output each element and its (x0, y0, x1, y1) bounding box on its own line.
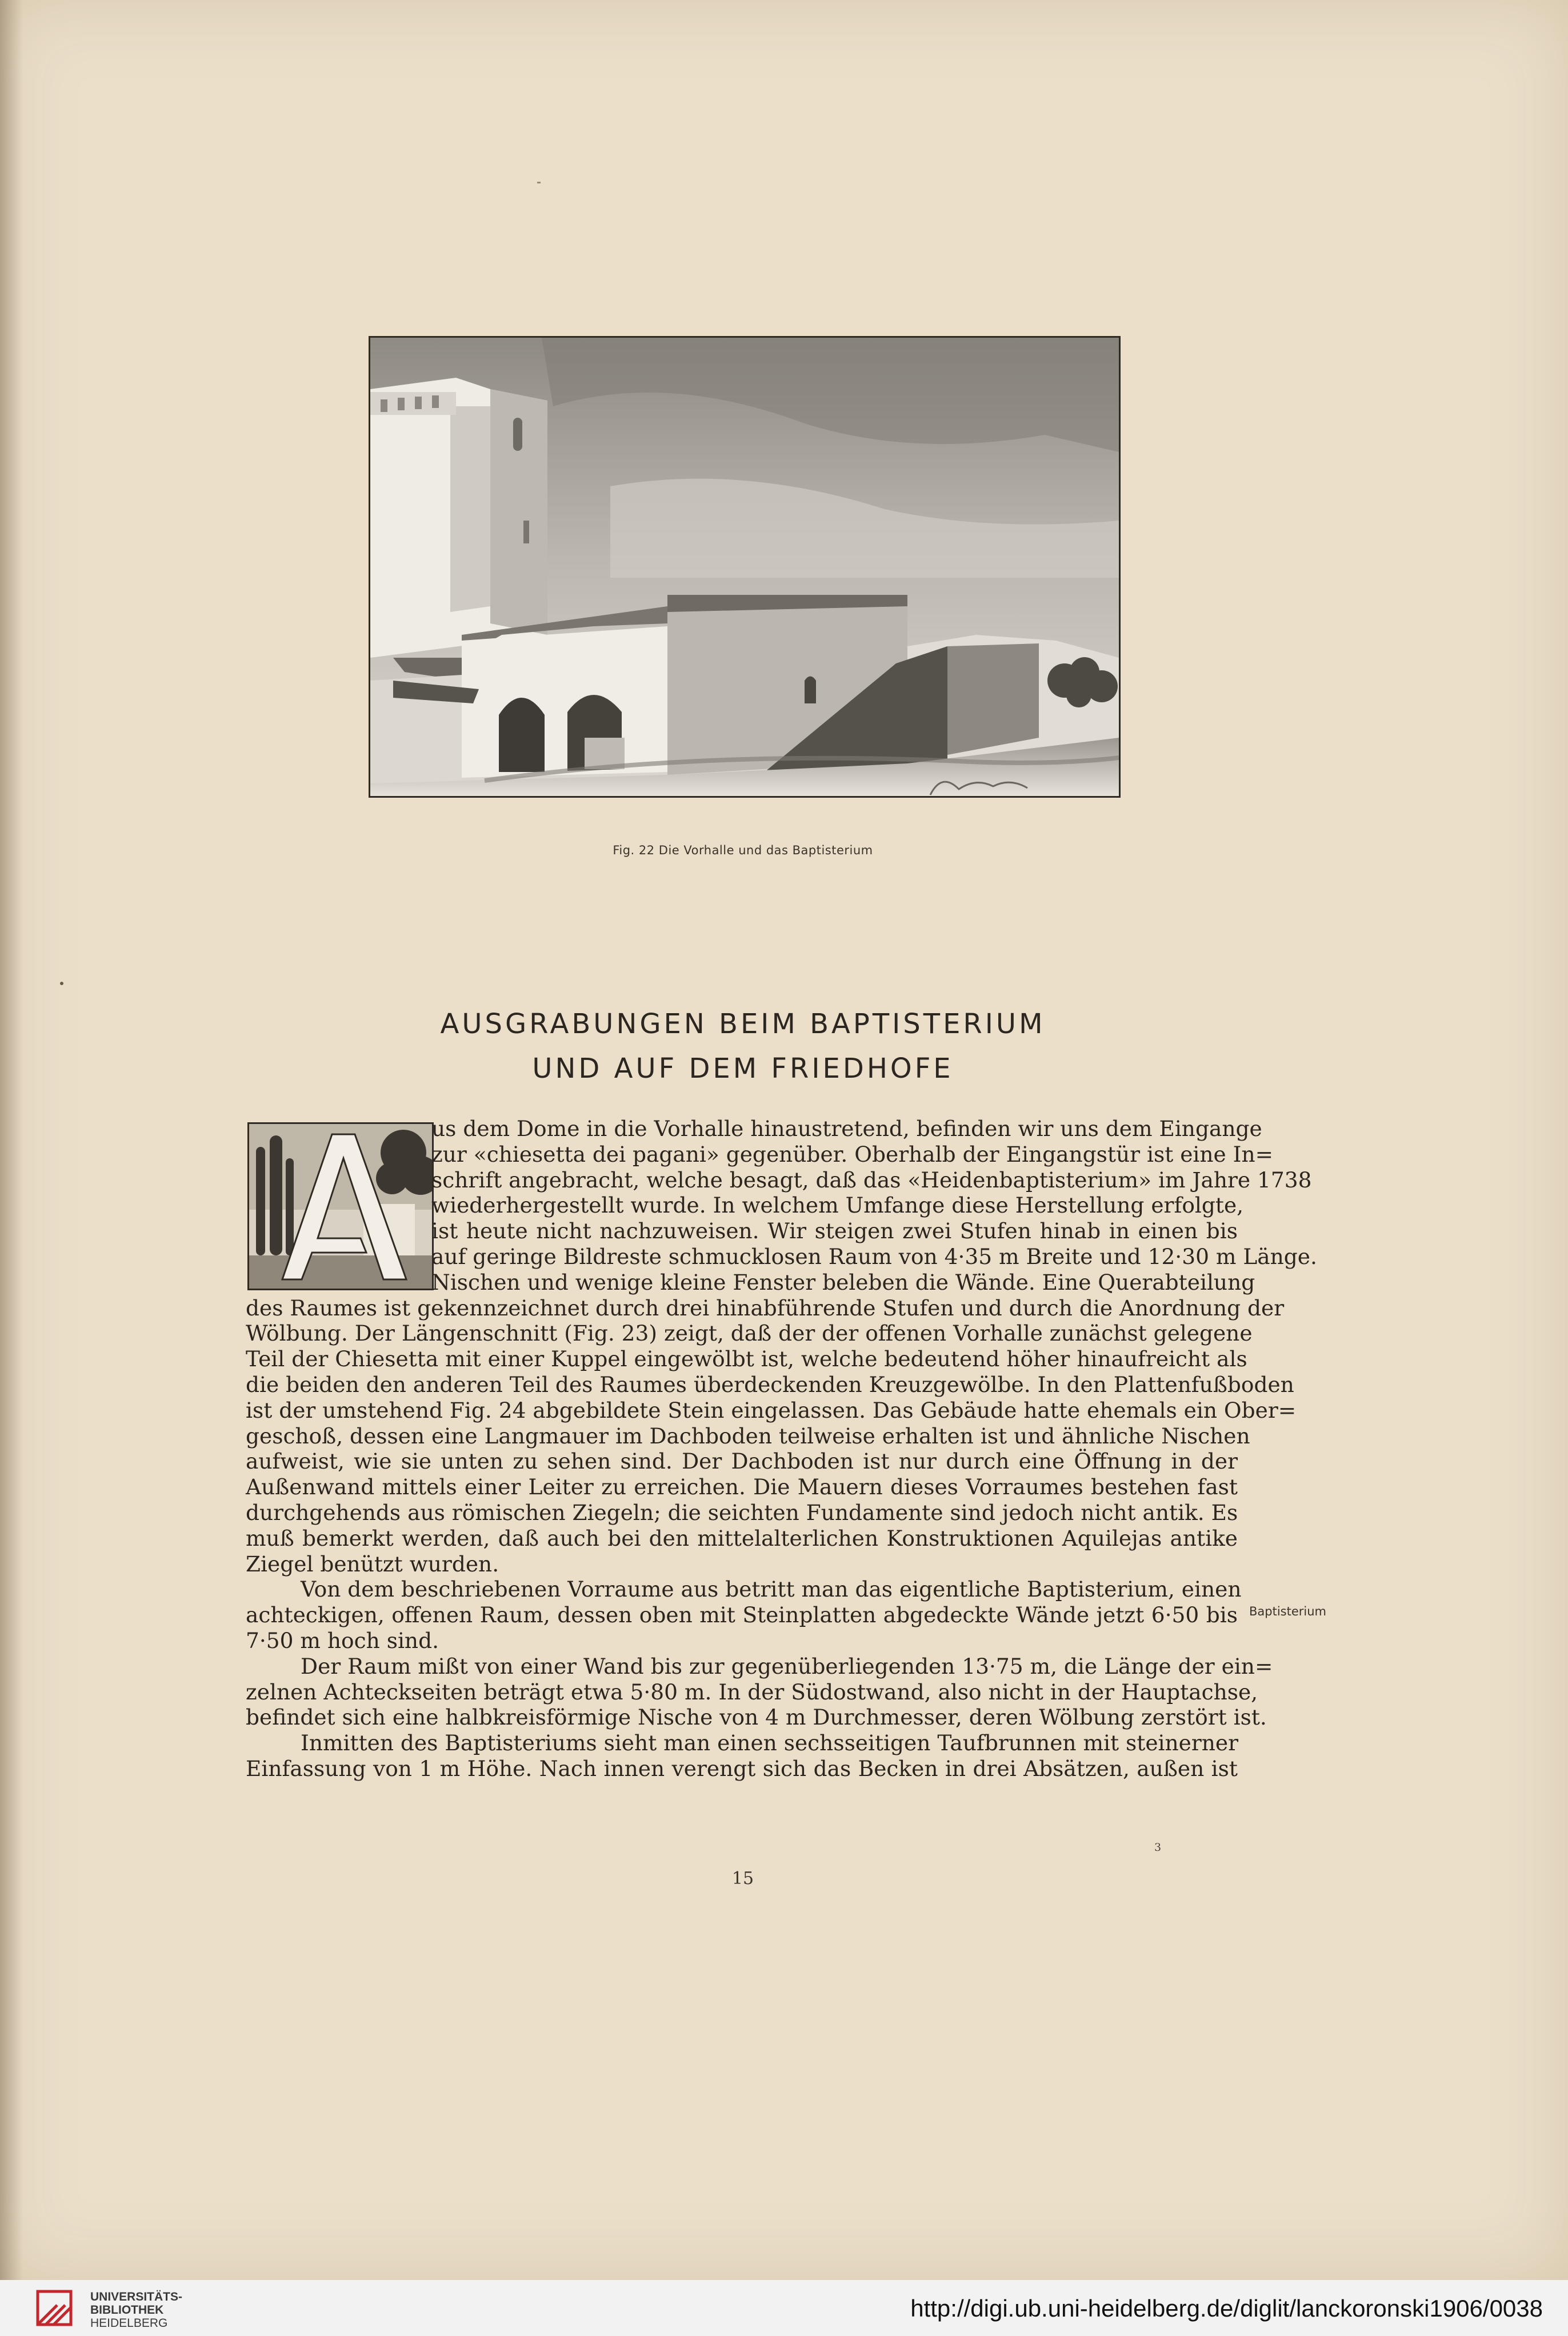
text-line: befindet sich eine halbkreisförmige Nische von 4 m Durchmesser, deren Wölbung zerstört ist. (246, 1705, 1267, 1730)
viewer-footer (0, 2280, 1568, 2336)
section-title-line1: AUSGRABUNGEN BEIM BAPTISTERIUM (440, 1008, 1046, 1041)
text-line: die beiden den anderen Teil des Raumes überdeckenden Kreuzgewölbe. In den Plattenfußboden (246, 1371, 1294, 1397)
page-number: 15 (731, 1869, 754, 1889)
text-line: zelnen Achteckseiten beträgt etwa 5·80 m. In der Südostwand, also nicht in der Hauptachse, (246, 1679, 1258, 1705)
text-line: Wölbung. Der Längenschnitt (Fig. 23) zeigt, daß der der offenen Vorhalle zunächst gelegene (246, 1321, 1253, 1346)
text-line: Der Raum mißt von einer Wand bis zur gegenüberliegenden 13·75 m, die Länge der ein= (301, 1653, 1273, 1679)
text-line: us dem Dome in die Vorhalle hinaustretend, befinden wir uns dem Eingange (431, 1116, 1262, 1141)
text-line: Ziegel benützt wurden. (246, 1551, 499, 1577)
text-line: muß bemerkt werden, daß auch bei den mittelalterlichen Konstruktionen Aquilejas antike (246, 1525, 1238, 1551)
figure-caption: Fig. 22 Die Vorhalle und das Baptisterium (613, 843, 873, 857)
text-line: auf geringe Bildreste schmucklosen Raum von 4·35 m Breite und 12·30 m Länge. (431, 1243, 1317, 1269)
text-line: Nischen und wenige kleine Fenster beleben die Wände. Eine Querabteilung (431, 1269, 1255, 1295)
text-line: aufweist, wie sie unten zu sehen sind. Der Dachboden ist nur durch eine Öffnung in der (246, 1449, 1238, 1474)
speck (537, 182, 541, 183)
library-line: BIBLIOTHEK (90, 2303, 164, 2317)
vorhalle-baptisterium-drawing (370, 338, 1119, 796)
signature-mark: 3 (1154, 1841, 1162, 1854)
text-line: durchgehends aus römischen Ziegeln; die seichten Fundamente sind jedoch nicht antik. Es (246, 1499, 1238, 1525)
text-line: wiederhergestellt wurde. In welchem Umfange diese Herstellung erfolgte, (431, 1193, 1244, 1218)
text-line: geschoß, dessen eine Langmauer im Dachboden teilweise erhalten ist und ähnliche Nischen (246, 1423, 1250, 1449)
speck (60, 982, 63, 985)
text-line: zur «chiesetta dei pagani» gegenüber. Oberhalb der Eingangstür ist eine In= (431, 1141, 1274, 1167)
permalink-url[interactable]: http://digi.ub.uni-heidelberg.de/diglit/lanckoronski1906/0038 (910, 2295, 1543, 2322)
text-line: 7·50 m hoch sind. (246, 1627, 439, 1653)
library-name (90, 2290, 182, 2330)
page-fold-shadow (0, 0, 23, 2280)
library-logo-icon (34, 2288, 74, 2328)
library-line: HEIDELBERG (90, 2317, 168, 2330)
text-line: Außenwand mittels einer Leiter zu erreichen. Die Mauern dieses Vorraumes bestehen fast (246, 1474, 1238, 1500)
text-line: schrift angebracht, welche besagt, daß das «Heidenbaptisterium» im Jahre 1738 (431, 1167, 1312, 1193)
text-line: ist der umstehend Fig. 24 abgebildete Stein eingelassen. Das Gebäude hatte ehemals ein Ober= (246, 1397, 1297, 1423)
figure-illustration (369, 336, 1121, 798)
text-line: achteckigen, offenen Raum, dessen oben mit Steinplatten abgedeckte Wände jetzt 6·50 bis (246, 1602, 1238, 1628)
text-line: Teil der Chiesetta mit einer Kuppel eingewölbt ist, welche bedeutend höher hinaufreicht als (246, 1346, 1247, 1372)
marginal-note: Baptisterium (1249, 1605, 1327, 1618)
text-line: Von dem beschriebenen Vorraume aus betritt man das eigentliche Baptisterium, einen (301, 1577, 1242, 1602)
section-title-line2: UND AUF DEM FRIEDHOFE (532, 1053, 954, 1085)
text-line: des Raumes ist gekennzeichnet durch drei hinabführende Stufen und durch die Anordnung der (246, 1295, 1285, 1321)
library-line: UNIVERSITÄTS- (90, 2290, 183, 2303)
text-line: Inmitten des Baptisteriums sieht man einen sechsseitigen Taufbrunnen mit steinerner (301, 1730, 1239, 1756)
body-text (246, 1116, 1317, 1782)
text-line: Einfassung von 1 m Höhe. Nach innen verengt sich das Becken in drei Absätzen, außen ist (246, 1755, 1238, 1781)
text-line: ist heute nicht nachzuweisen. Wir steigen zwei Stufen hinab in einen bis (431, 1218, 1238, 1244)
